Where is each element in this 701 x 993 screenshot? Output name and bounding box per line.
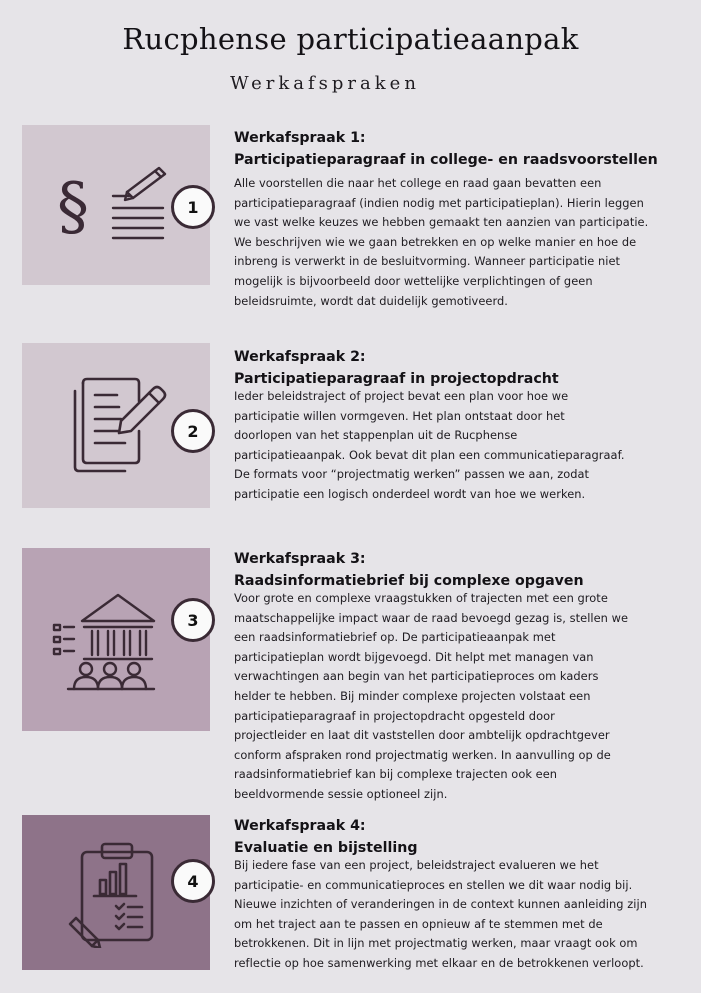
agreement-4-heading-title: Evaluatie en bijstelling xyxy=(234,840,418,856)
agreement-3-body: Voor grote en complexe vraagstukken of trajecten met een grote maatschappelijke impact waar de raad bevoegd gezag is, stellen we een raadsinformatiebrief op. De participatieaanpak met participatieplan wordt bijgevoegd. Dit helpt met managen van verwachtingen aan begin van het participatieproces om kaders helder te hebben. Bij minder complexe projecten volstaat een participatieparagraaf in projectopdracht opgesteld door projectleider en laat dit vaststellen door ambtelijk opdrachtgever conform afspraken rond projectmatig werken. In aanvulling op de raadsinformatiebrief kan bij complexe trajecten ook een beeldvormende sessie optioneel zijn. xyxy=(234,591,629,801)
agreement-3-heading-title: Raadsinformatiebrief bij complexe opgaven xyxy=(234,573,584,589)
agreement-1-heading-label: Werkafspraak 1: xyxy=(234,130,366,146)
agreement-2-heading-label: Werkafspraak 2: xyxy=(234,349,366,365)
government-building-people-icon xyxy=(46,585,186,695)
agreement-2-body: Ieder beleidstraject of project bevat een plan voor hoe we participatie willen vormgeven. Het plan ontstaat door het doorlopen van het stappenplan uit de Rucphense participatieaanpak. Ook bevat dit plan een communicatieparagraaf. De formats voor “projectmatig werken” passen we aan, zodat participatie een logisch onderdeel wordt van hoe we werken. xyxy=(234,389,625,501)
agreement-4-body: Bij iedere fase van een project, beleidstraject evalueren we het participatie- en communicatieproces en stellen we dit waar nodig bij. Nieuwe inzichten of veranderingen in de context kunnen aanleiding zijn om het traject aan te passen en opnieuw af te stemmen met de betrokkenen. Dit in lijn met projectmatig werken, maar vraagt ook om reflectie op hoe samenwerking met elkaar en de betrokkenen verloopt. xyxy=(234,858,647,970)
agreement-3-number-badge: 3 xyxy=(171,598,215,642)
page-subtitle: Werkafspraken xyxy=(230,73,420,94)
agreement-4-number-badge: 4 xyxy=(171,859,215,903)
agreement-2-heading-title: Participatieparagraaf in projectopdracht xyxy=(234,371,559,387)
svg-text:§: § xyxy=(57,170,89,244)
agreement-4-heading-label: Werkafspraak 4: xyxy=(234,818,366,834)
agreement-3-heading-label: Werkafspraak 3: xyxy=(234,551,366,567)
agreement-2-number-badge: 2 xyxy=(171,409,215,453)
page-title: Rucphense participatieaanpak xyxy=(122,22,579,56)
clipboard-chart-icon xyxy=(66,838,166,948)
agreement-1-heading-title: Participatieparagraaf in college- en raadsvoorstellen xyxy=(234,152,658,168)
agreement-1-number-badge: 1 xyxy=(171,185,215,229)
paragraph-pen-icon xyxy=(51,160,181,250)
documents-edit-icon xyxy=(61,371,171,481)
agreement-1-body: Alle voorstellen die naar het college en raad gaan bevatten een participatieparagraaf (indien nodig met participatieplan). Hierin leggen we vast welke keuzes we hebben gemaakt ten aanzien van participatie. We beschrijven wie we gaan betrekken en op welke manier en hoe de inbreng is verwerkt in de besluitvorming. Wanneer participatie niet mogelijk is bijvoorbeeld door wettelijke verplichtingen of geen beleidsruimte, wordt dat duidelijk gemotiveerd. xyxy=(234,176,649,308)
agreement-3-image xyxy=(22,548,210,731)
